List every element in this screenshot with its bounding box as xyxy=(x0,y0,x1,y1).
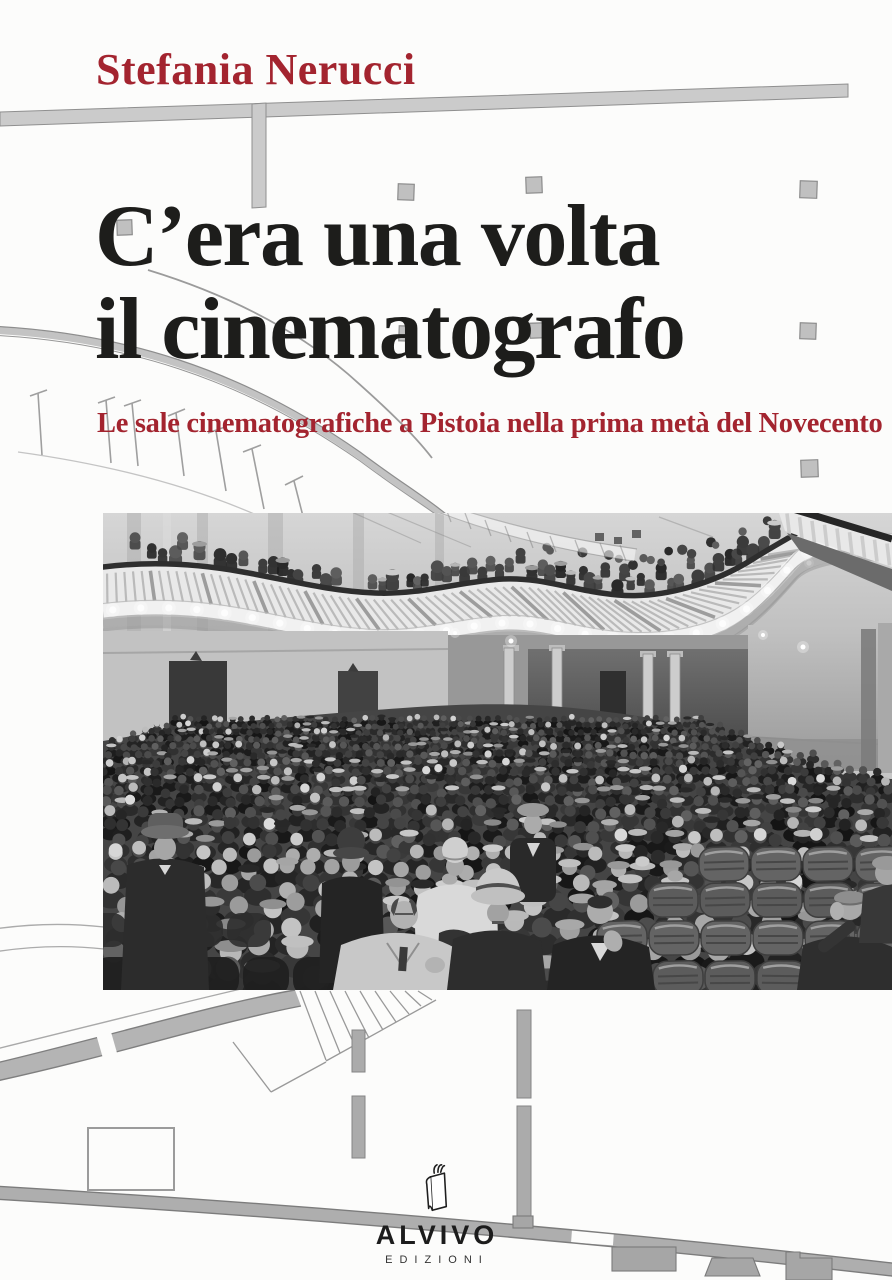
title-line-1: C’era una volta xyxy=(95,188,660,285)
subtitle: Le sale cinematografiche a Pistoia nella prima metà del Novecento xyxy=(97,408,883,439)
publisher-logo xyxy=(0,1162,874,1266)
author-name: Stefania Nerucci xyxy=(96,45,416,94)
book-icon xyxy=(418,1162,456,1214)
book-title xyxy=(95,190,684,377)
publisher-name: ALVIVO xyxy=(375,1220,499,1250)
publisher-imprint: EDIZIONI xyxy=(385,1254,489,1266)
title-line-2: il cinematografo xyxy=(95,281,685,379)
cinema-audience-photo xyxy=(103,513,892,990)
